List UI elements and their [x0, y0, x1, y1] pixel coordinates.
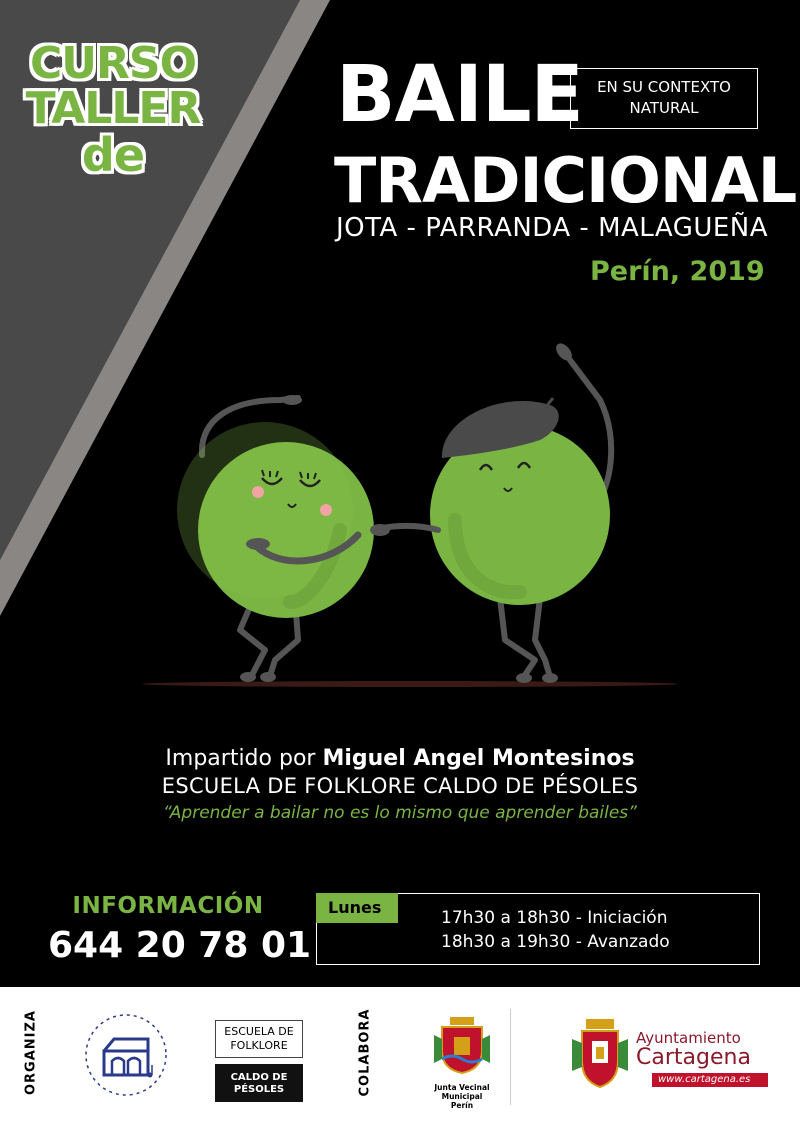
escuela-logo-bottom	[215, 1064, 303, 1102]
junta-vecinal-logo	[414, 1015, 510, 1110]
cartagena-text: Cartagena	[636, 1045, 751, 1070]
schedule-box	[316, 893, 760, 965]
title-tradicional: TRADICIONAL	[334, 144, 797, 217]
contexto-line1: EN SU CONTEXTO	[597, 78, 731, 96]
dance-types: JOTA - PARRANDA - MALAGUEÑA	[336, 213, 769, 243]
escuela-logo-line1: ESCUELA DE	[224, 1025, 294, 1038]
schedule-line-beginner: 17h30 a 18h30 - Iniciación	[441, 908, 668, 928]
escuela-folklore-logo	[215, 1020, 303, 1102]
contexto-line2: NATURAL	[629, 99, 699, 117]
ayuntamiento-text: Ayuntamiento	[636, 1029, 741, 1047]
title-baile: BAILE	[336, 50, 583, 140]
curso-taller-heading	[18, 38, 208, 182]
cartagena-coat-of-arms-icon	[570, 1017, 630, 1093]
taller-text: TALLER	[25, 82, 201, 134]
footer-sponsors	[0, 987, 800, 1131]
info-label: INFORMACIÓN	[72, 893, 264, 919]
grupo-musical-logo	[80, 1009, 172, 1101]
school-name: ESCUELA DE FOLKLORE CALDO DE PÉSOLES	[161, 774, 639, 798]
cartagena-url[interactable]: www.cartagena.es	[652, 1073, 768, 1087]
teacher-name: Miguel Angel Montesinos	[322, 746, 635, 771]
place-year: Perín, 2019	[590, 256, 765, 287]
taught-by	[0, 746, 800, 771]
de-text: de	[81, 127, 145, 182]
colabora-label: COLABORA	[357, 1008, 373, 1097]
footer-divider	[510, 1009, 511, 1105]
info-phone[interactable]: 644 20 78 01	[48, 925, 312, 966]
escuela-logo-line3: CALDO DE	[230, 1072, 288, 1083]
quote: “Aprender a bailar no es lo mismo que aprender bailes”	[163, 803, 637, 823]
contexto-box	[570, 68, 758, 129]
junta-coat-of-arms-icon	[432, 1015, 492, 1075]
escuela-logo-line2: FOLKLORE	[230, 1039, 288, 1052]
dancing-peas-illustration	[140, 330, 680, 700]
escuela-logo-line4: PÉSOLES	[233, 1084, 285, 1095]
ground-shadow	[142, 681, 678, 687]
schedule-lines	[441, 906, 670, 954]
junta-text-line1: Junta Vecinal Municipal	[434, 1083, 490, 1101]
curso-text: CURSO	[30, 38, 196, 89]
ayuntamiento-cartagena-logo	[570, 1017, 770, 1097]
schedule-day: Lunes	[316, 893, 398, 923]
escuela-logo-top	[215, 1020, 303, 1058]
schedule-line-advanced: 18h30 a 19h30 - Avanzado	[441, 932, 670, 952]
right-pea-legs	[500, 598, 550, 677]
organiza-label: ORGANIZA	[23, 1010, 39, 1095]
taught-by-prefix: Impartido por	[165, 746, 323, 771]
junta-text-line2: Perín	[450, 1101, 474, 1110]
